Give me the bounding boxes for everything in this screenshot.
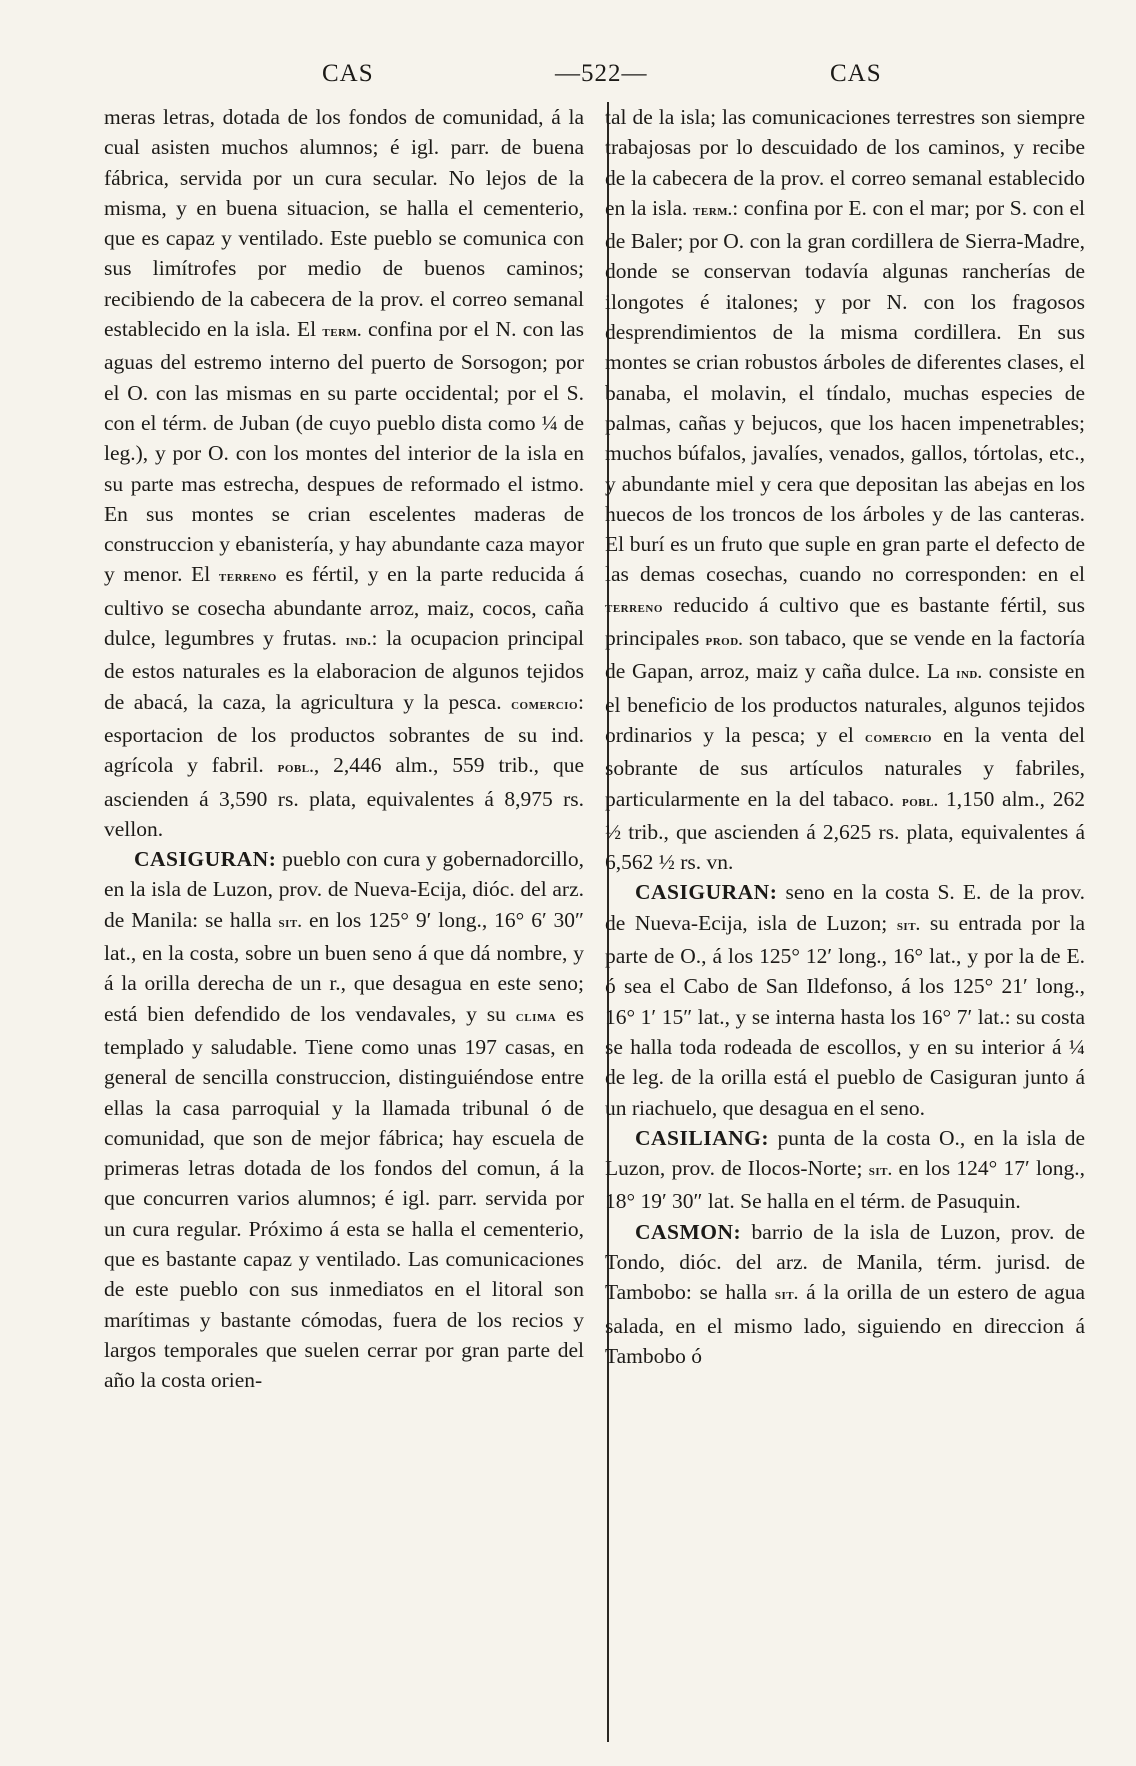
entry-heading: CASIGURAN: — [134, 847, 277, 872]
left-column — [104, 102, 584, 1395]
page-header — [100, 60, 1080, 100]
page-number: —522— — [555, 60, 648, 87]
entry-casmon: CASMON: barrio de la isla de Luzon, prov. de Tondo, dióc. del arz. de Manila, térm. jurisd. de Tambobo: se halla sit. á la orilla de un estero de agua salada, en el mismo lado, siguiendo en direccion á Tambobo ó — [605, 1219, 1085, 1368]
paragraph-continuation: tal de la isla; las comunicaciones terrestres son siempre trabajosas por lo descuidado de los caminos, y recibe de la cabecera de la prov. el correo semanal establecido en la isla. term.: confina por E. con el mar; por S. con el de Baler; por O. con la gran cordillera de Sierra-Madre, donde se conservan todavía algunas rancherías de ilongotes é italones; y por N. con los fragosos desprendimientos de la misma cordillera. En sus montes se crian robustos árboles de diferentes clases, el banaba, el molavin, el tíndalo, muchas especies de palmas, cañas y bejucos, que los hacen impenetrables; muchos búfalos, javalíes, venados, gallos, tórtolas, etc., y abundante miel y cera que depositan las abejas en los huecos de los troncos de los árboles y de las canteras. El burí es un fruto que suple en gran parte el defecto de las demas cosechas, cuando no corresponden: en el terreno reducido á cultivo que es bastante fértil, sus principales prod. son tabaco, que se vende en la factoría de Gapan, arroz, maiz y caña dulce. La ind. consiste en el beneficio de los productos naturales, algunos tejidos ordinarios y la pesca; y el comercio en la venta del sobrante de sus artículos naturales y fabriles, particularmente en la del tabaco. pobl. 1,150 alm., 262 ½ trib., que ascienden á 2,625 rs. plata, equivalentes á 6,562 ½ rs. vn. — [605, 105, 1086, 875]
entry-heading: CASMON: — [635, 1219, 742, 1244]
entry-heading: CASIGURAN: — [635, 880, 778, 905]
paragraph-continuation: meras letras, dotada de los fondos de comunidad, á la cual asisten muchos alumnos; é igl. parr. de buena fábrica, servida por un cura secular. No lejos de la misma, y en buena situacion, se halla el cementerio, que es capaz y ventilado. Este pueblo se comunica con sus limítrofes por medio de buenos caminos; recibiendo de la cabecera de la prov. el correo semanal establecido en la isla. El term. confina por el N. con las aguas del estremo interno del puerto de Sorsogon; por el O. con las mismas en su parte occidental; por el S. con el térm. de Juban (de cuyo pueblo dista como ¼ de leg.), y por O. con los montes del interior de la isla en su parte mas estrecha, despues de reformado el istmo. En sus montes se crian escelentes maderas de construccion y ebanistería, y hay abundante caza mayor y menor. El terreno es fértil, y en la parte reducida á cultivo se cosecha abundante arroz, maiz, cocos, caña dulce, legumbres y frutas. ind.: la ocupacion principal de estos naturales es la elaboracion de algunos tejidos de abacá, la caza, la agricultura y la pesca. comercio: esportacion de los productos sobrantes de su ind. agrícola y fabril. pobl., 2,446 alm., 559 trib., que ascienden á 3,590 rs. plata, equivalentes á 8,975 rs. vellon. — [104, 105, 585, 841]
entry-casiliang: CASILIANG: punta de la costa O., en la isla de Luzon, prov. de Ilocos-Norte; sit. en los 124° 17′ long., 18° 19′ 30″ lat. Se halla en el térm. de Pasuquin. — [605, 1125, 1085, 1214]
entry-casiguran-seno: CASIGURAN: seno en la costa S. E. de la prov. de Nueva-Ecija, isla de Luzon; sit. su entrada por la parte de O., á los 125° 12′ long., 16° lat., y por la de E. ó sea el Cabo de San Ildefonso, á los 125° 21′ long., 16° 1′ 15″ lat., y se interna hasta los 16° 7′ lat.: su costa se halla toda rodeada de escollos, y en su interior á ¼ de leg. de la orilla está el pueblo de Casiguran junto á un riachuelo, que desagua en el seno. — [605, 880, 1086, 1120]
entry-heading: CASILIANG: — [635, 1125, 770, 1150]
entry-casiguran-pueblo: CASIGURAN: pueblo con cura y gobernadorcillo, en la isla de Luzon, prov. de Nueva-Ecija, dióc. del arz. de Manila: se halla sit. en los 125° 9′ long., 16° 6′ 30″ lat., en la costa, sobre un buen seno á que dá nombre, y á la orilla derecha de un r., que desagua en este seno; está bien defendido de los vendavales, y su clima es templado y saludable. Tiene como unas 197 casas, en general de sencilla construccion, distinguiéndose entre ellas la casa parroquial y la llamada tribunal ó de comunidad, que son de mejor fábrica; hay escuela de primeras letras dotada de los fondos del comun, á la que concurren varios alumnos; é igl. parr. servida por un cura regular. Próximo á esta se halla el cementerio, que es bastante capaz y ventilado. Las comunicaciones de este pueblo con sus inmediatos en el litoral son marítimas y bastante cómodas, fuera de los recios y largos temporales que suelen cerrar por gran parte del año la costa orien- — [104, 847, 585, 1393]
right-column — [605, 102, 1085, 1371]
header-left-word: CAS — [322, 60, 374, 87]
header-right-word: CAS — [830, 60, 882, 87]
